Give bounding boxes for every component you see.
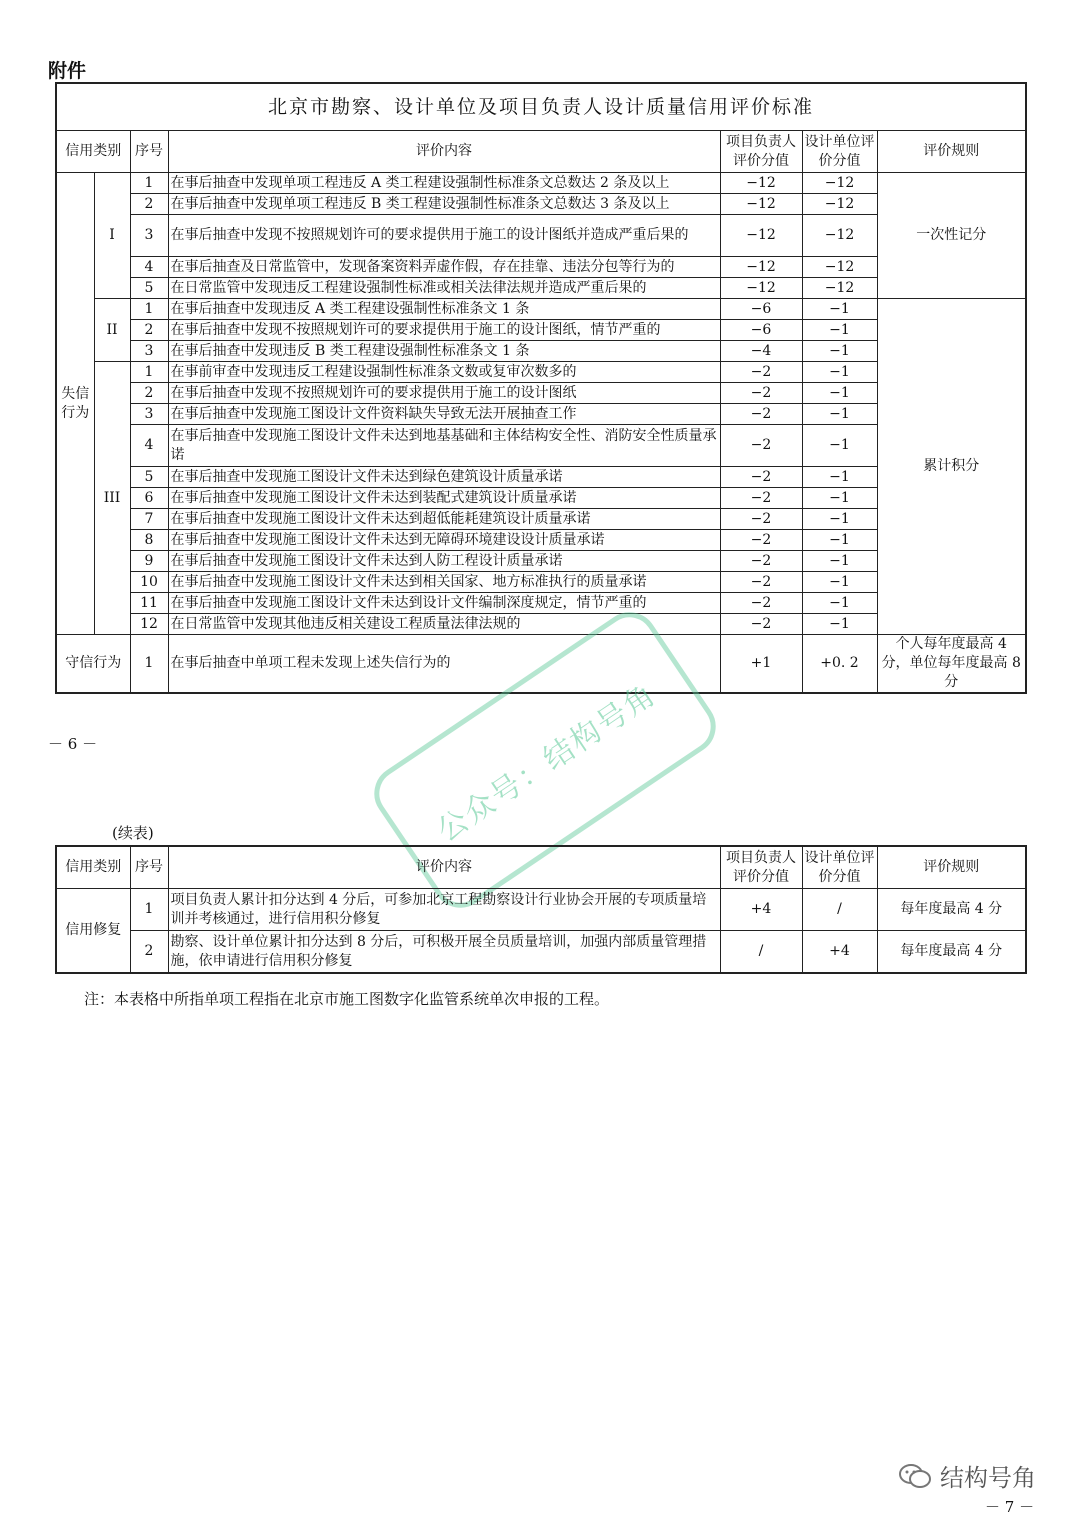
unit-score-cell: −12 [802,278,877,299]
pm-score-cell: −2 [720,488,802,509]
unit-score-cell: −12 [802,173,877,194]
seq-cell: 11 [130,593,168,614]
footnote: 注：本表格中所指单项工程指在北京市施工图数字化监管系统单次申报的工程。 [84,990,610,1008]
unit-score-cell: −1 [802,383,877,404]
seq-cell: 8 [130,530,168,551]
seq-cell: 1 [130,635,168,694]
unit-score-cell: −1 [802,467,877,488]
pm-score-cell: −2 [720,383,802,404]
content-cell: 在事前审查中发现违反工程建设强制性标准条文数或复审次数多的 [168,362,720,383]
pm-score-cell: −6 [720,299,802,320]
unit-score-cell: −1 [802,572,877,593]
content-cell: 在事后抽查中发现施工图设计文件未达到地基基础和主体结构安全性、消防安全性质量承诺 [168,425,720,467]
rule-cumulative: 累计积分 [877,299,1026,635]
pm-score-cell: −12 [720,278,802,299]
header-category: 信用类别 [56,846,130,889]
unit-score-cell: −1 [802,341,877,362]
level-2: II [94,299,130,362]
seq-cell: 3 [130,404,168,425]
pm-score-cell: +1 [720,635,802,694]
content-cell: 在事后抽查中发现施工图设计文件未达到设计文件编制深度规定，情节严重的 [168,593,720,614]
page-number-7: － 7 － [985,1498,1035,1516]
content-cell: 勘察、设计单位累计扣分达到 8 分后，可积极开展全员质量培训，加强内部质量管理措施，依申请进行信用积分修复 [168,931,720,974]
content-cell: 在事后抽查中发现施工图设计文件资料缺失导致无法开展抽查工作 [168,404,720,425]
seq-cell: 10 [130,572,168,593]
content-cell: 在事后抽查及日常监管中，发现备案资料弄虚作假，存在挂靠、违法分包等行为的 [168,257,720,278]
seq-cell: 3 [130,215,168,257]
credit-repair-table [55,845,1027,974]
brand-text: 结构号角 [940,1464,1036,1492]
pm-score-cell: −6 [720,320,802,341]
content-cell: 在事后抽查中发现施工图设计文件未达到超低能耗建筑设计质量承诺 [168,509,720,530]
unit-score-cell: −12 [802,215,877,257]
seq-cell: 5 [130,467,168,488]
seq-cell: 1 [130,362,168,383]
content-cell: 在事后抽查中发现不按照规划许可的要求提供用于施工的设计图纸 [168,383,720,404]
pm-score-cell: −12 [720,257,802,278]
header-rule: 评价规则 [877,131,1026,173]
seq-cell: 6 [130,488,168,509]
pm-score-cell: −12 [720,173,802,194]
content-cell: 在事后抽查中发现不按照规划许可的要求提供用于施工的设计图纸，情节严重的 [168,320,720,341]
content-cell: 在事后抽查中发现违反 A 类工程建设强制性标准条文 1 条 [168,299,720,320]
honest-category: 守信行为 [56,635,130,694]
unit-score-cell: −1 [802,614,877,635]
header-category: 信用类别 [56,131,130,173]
seq-cell: 2 [130,194,168,215]
seq-cell: 1 [130,299,168,320]
pm-score-cell: +4 [720,889,802,931]
pm-score-cell: −2 [720,425,802,467]
header-seq: 序号 [130,846,168,889]
unit-score-cell: −1 [802,299,877,320]
header-pm-score: 项目负责人评价分值 [720,846,802,889]
content-cell: 在事后抽查中发现施工图设计文件未达到人防工程设计质量承诺 [168,551,720,572]
header-unit-score: 设计单位评价分值 [802,131,877,173]
seq-cell: 2 [130,931,168,974]
content-cell: 在事后抽查中发现施工图设计文件未达到无障碍环境建设设计质量承诺 [168,530,720,551]
unit-score-cell: −1 [802,593,877,614]
unit-score-cell: / [802,889,877,931]
header-rule: 评价规则 [877,846,1026,889]
unit-score-cell: −1 [802,509,877,530]
seq-cell: 2 [130,320,168,341]
brand-watermark [898,1458,1036,1493]
rule-once: 一次性记分 [877,173,1026,299]
pm-score-cell: −2 [720,362,802,383]
seq-cell: 9 [130,551,168,572]
repair-category: 信用修复 [56,889,130,974]
content-cell: 在日常监管中发现违反工程建设强制性标准或相关法律法规并造成严重后果的 [168,278,720,299]
watermark-text: 公众号：结构号角 [431,676,663,849]
level-1: I [94,173,130,299]
unit-score-cell: +0. 2 [802,635,877,694]
pm-score-cell: −2 [720,593,802,614]
seq-cell: 4 [130,257,168,278]
seq-cell: 1 [130,889,168,931]
seq-cell: 2 [130,383,168,404]
seq-cell: 7 [130,509,168,530]
unit-score-cell: −1 [802,404,877,425]
content-cell: 在事后抽查中发现施工图设计文件未达到绿色建筑设计质量承诺 [168,467,720,488]
pm-score-cell: −2 [720,509,802,530]
pm-score-cell: / [720,931,802,974]
pm-score-cell: −4 [720,341,802,362]
page-number-6: － 6 － [48,735,98,753]
unit-score-cell: +4 [802,931,877,974]
pm-score-cell: −2 [720,530,802,551]
content-cell: 在事后抽查中发现施工图设计文件未达到装配式建筑设计质量承诺 [168,488,720,509]
wechat-icon [898,1462,932,1490]
unit-score-cell: −12 [802,194,877,215]
pm-score-cell: −12 [720,194,802,215]
seq-cell: 12 [130,614,168,635]
content-cell: 在事后抽查中发现单项工程违反 A 类工程建设强制性标准条文总数达 2 条及以上 [168,173,720,194]
pm-score-cell: −2 [720,404,802,425]
pm-score-cell: −12 [720,215,802,257]
content-cell: 在事后抽查中单项工程未发现上述失信行为的 [168,635,720,694]
content-cell: 项目负责人累计扣分达到 4 分后，可参加北京工程勘察设计行业协会开展的专项质量培训并考核通过，进行信用积分修复 [168,889,720,931]
rule-cell: 每年度最高 4 分 [877,889,1026,931]
header-seq: 序号 [130,131,168,173]
content-cell: 在日常监管中发现其他违反相关建设工程质量法律法规的 [168,614,720,635]
seq-cell: 3 [130,341,168,362]
header-content: 评价内容 [168,846,720,889]
unit-score-cell: −1 [802,530,877,551]
header-pm-score: 项目负责人评价分值 [720,131,802,173]
content-cell: 在事后抽查中发现违反 B 类工程建设强制性标准条文 1 条 [168,341,720,362]
unit-score-cell: −1 [802,320,877,341]
attachment-label: 附件 [48,60,87,82]
pm-score-cell: −2 [720,614,802,635]
seq-cell: 4 [130,425,168,467]
pm-score-cell: −2 [720,467,802,488]
pm-score-cell: −2 [720,551,802,572]
content-cell: 在事后抽查中发现不按照规划许可的要求提供用于施工的设计图纸并造成严重后果的 [168,215,720,257]
unit-score-cell: −12 [802,257,877,278]
honest-rule: 个人每年度最高 4 分，单位每年度最高 8 分 [877,635,1026,694]
continued-label: (续表) [112,824,154,842]
dishonest-category: 失信行为 [56,173,94,635]
seq-cell: 5 [130,278,168,299]
unit-score-cell: −1 [802,488,877,509]
content-cell: 在事后抽查中发现单项工程违反 B 类工程建设强制性标准条文总数达 3 条及以上 [168,194,720,215]
seq-cell: 1 [130,173,168,194]
unit-score-cell: −1 [802,425,877,467]
pm-score-cell: −2 [720,572,802,593]
content-cell: 在事后抽查中发现施工图设计文件未达到相关国家、地方标准执行的质量承诺 [168,572,720,593]
header-content: 评价内容 [168,131,720,173]
credit-standard-table [55,82,1027,694]
rule-cell: 每年度最高 4 分 [877,931,1026,974]
header-unit-score: 设计单位评价分值 [802,846,877,889]
unit-score-cell: −1 [802,362,877,383]
level-3: III [94,362,130,635]
table-title: 北京市勘察、设计单位及项目负责人设计质量信用评价标准 [56,83,1026,131]
unit-score-cell: −1 [802,551,877,572]
